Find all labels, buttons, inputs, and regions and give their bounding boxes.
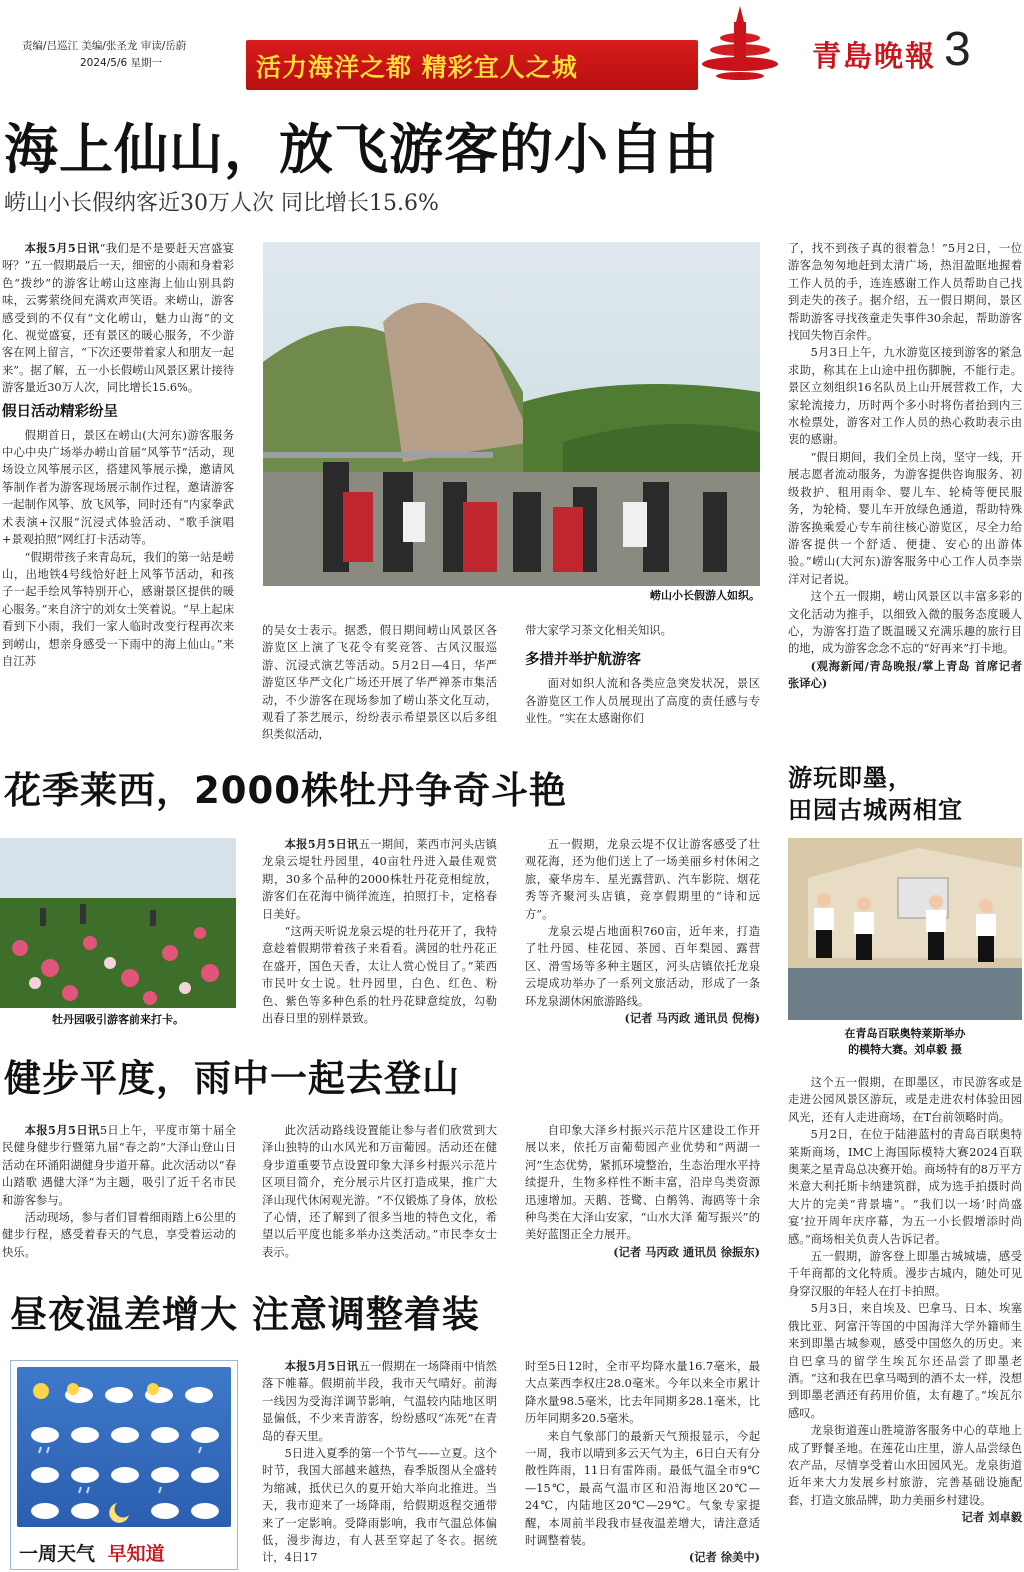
- weather-label-a: 一周天气: [19, 1543, 96, 1565]
- article2-byline: (记者 马丙政 通讯员 倪梅): [624, 1011, 760, 1026]
- masthead-meta: [22, 38, 186, 72]
- article2-col2: 五一假期，龙泉云堤不仅让游客感受了壮观花海，还为他们送上了一场美丽乡村休闲之旅，豪华房车、星光露营趴、汽车影院、烟花秀等齐聚河头店镇，竞享假期里的“诗和远方”。 龙泉云堤占地面积760亩，近年来，打造了牡丹园、桂花园、茶园、百年梨园、露营区、滑雪场等多种主题区，河头店镇依托龙泉云堤成功举办了一系列文旅活动，形成了一条环龙泉湖休闲旅游路线。 (记者 马丙政 通讯员 倪梅): [525, 836, 760, 1036]
- article1-col3: 带大家学习茶文化相关知识。 多措并举护航游客 面对如织人流和各类应急突发状况，景区各游览区工作人员展现出了高度的责任感与专业性。“实在太感谢你们: [525, 624, 760, 726]
- article4-title: 昼夜温差增大 注意调整着装: [10, 1293, 480, 1336]
- article2-col1: 本报5月5日讯五一期间，莱西市河头店镇龙泉云堤牡丹园里，40亩牡丹进入最佳观赏期，30多个品种的2000株牡丹花竞相绽放，游客们在花海中徜徉流连，拍照打卡，定格春日美好。 “这两天听说龙泉云堤的牡丹花开了，我特意趁着假期带着孩子来看看。满园的牡丹花正在盛开，国色天香，太让人赏心悦目了。”莱西市民叶女士说。牡丹园里，白色、红色、粉色、紫色等多种色系的牡丹花肆意绽放，勾勒出春日里的别样景致。: [262, 837, 497, 1026]
- article3-title: 健步平度，雨中一起去登山: [4, 1057, 460, 1100]
- article1-col1: 本报5月5日讯“我们是不是要赶天宫盛宴呀？”五一假期最后一天，细密的小雨和身着彩色“拨纱”的游客让崂山这座海上仙山别具韵味，云雾萦绕间充满欢声笑语。来崂山，游客感受到的不仅有“文化崂山，魅力山海”的文化、视觉盛宴，还有景区的暖心服务，不少游客在网上留言，“下次还要带着家人和朋友一起来”。据了解，五一小长假崂山风景区累计接待游客量近30万人次，同比增长15.6%。 假日活动精彩纷呈 假期首日，景区在崂山(大河东)游客服务中心中央广场举办崂山首届“风筝节”活动，现场设立风筝展示区，搭建风筝展示操，邀请风筝制作者为游客现场展示制作过程，邀请游客一起制作风筝、放飞风筝，同时还有“内家拳武术表演+汉服”沉浸式体验活动、“歌手演唱+景观拍照”网红打卡活动等。 “假期带孩子来青岛玩，我们的第一站是崂山，出地铁4号线恰好赶上风筝节活动，和孩子一起手绘风筝特别开心，感谢景区提供的暖心服务。”来自济宁的刘女士笑着说。“早上起床看到下小雨，我们一家人临时改变行程再次来到崂山，想亲身感受一下雨中的海上仙山。”来自江苏: [2, 241, 234, 668]
- weather-graphic: [10, 1360, 238, 1570]
- model-contest-photo: [788, 838, 1022, 1020]
- article1-col2: 的吴女士表示。据悉，假日期间崂山风景区各游览区上演了飞花令有奖竞答、古风汉服巡游、沉浸式演艺等活动。5月2日—4日，华严游览区华严文化广场还开展了华严禅茶市集活动，不少游客在现场参加了崂山茶文化互动，观看了茶艺展示，纷纷表示希望景区以后多组织类似活动，: [262, 624, 497, 742]
- peony-garden-photo: [0, 838, 236, 1008]
- article5-col: 这个五一假期，在即墨区，市民游客或是走进公园风景区游玩，或是走进农村体验田园风光，还有人走进商场，在T台前领略时尚。 5月2日，在位于陆港蓝村的青岛百联奥特莱斯商场，IMC上海国际模特大赛2024百联奥莱之星青岛总决赛开始。商场特有的8万平方米意大利托斯卡纳建筑群，成为选手拍摄时尚大片的完美“背景墙”。“我们以一场‘时尚盛宴’拉开周年庆序幕，为五一小长假增添时尚感。”商场相关负责人告诉记者。 五一假期，游客登上即墨古城城墙，感受千年商都的文化特质。漫步古城内，随处可见身穿汉服的年轻人在打卡拍照。 5月3日，来自埃及、巴拿马、日本、埃塞俄比亚、阿富汗等国的中国海洋大学外籍师生来到即墨古城参观，感受中国悠久的历史。来自巴拿马的留学生埃瓦尔还品尝了即墨老酒。“这和我在巴拿马喝到的酒不太一样，没想到即墨老酒还有药用价值，太有趣了。”埃瓦尔感叹。 龙泉街道莲山胜境游客服务中心的草地上成了野餐圣地。在莲花山庄里，游人品尝绿色农产品，尽情享受着山水田园风光。龙泉街道近年来大力发展乡村旅游，完善基础设施配套，打造文旅品牌，助力美丽乡村建设。 记者 刘卓毅: [788, 1074, 1022, 1570]
- article5-byline: 记者 刘卓毅: [961, 1510, 1022, 1525]
- issue-date: 2024/5/6 星期一: [80, 57, 162, 69]
- article3-col1: 本报5月5日讯5日上午，平度市第十届全民健身健步行暨第九届“春之韵”大泽山登山日活动在环涌阳湖健身步道开幕。此次活动以“春山踏歌 遇健大泽”为主题，吸引了近千名市民和游客参与。 活动现场，参与者们冒着细雨踏上6公里的健步行程，感受着春天的气息，享受着运动的快乐。: [2, 1123, 236, 1259]
- weather-icons-grid: [17, 1367, 231, 1527]
- editor-credits: 责编/吕巡江 美编/张圣龙 审读/岳蔚: [22, 40, 187, 52]
- article4-col1: 本报5月5日讯五一假期在一场降雨中悄然落下帷幕。假期前半段，我市天气晴好。前海一线因为受海洋调节影响，气温较内陆地区明显偏低，不少来青游客，纷纷感叹“冻死”在青岛的春天里。 5日进入夏季的第一个节气——立夏。这个时节，我国大部越来越热，春季版图从全盛转为缩减，抵伏已久的夏开始大举向北推进。当天，我市迎来了一场降雨，给假期返程交通带来了一定影响。受降雨影响，我市气温总体偏低，漫步海边，有人甚至穿起了冬衣。据统计，4日17: [262, 1359, 497, 1565]
- article1-col4: 了，找不到孩子真的很着急！”5月2日，一位游客急匆匆地赶到太清广场，热泪盈眶地握着工作人员的手，连连感谢工作人员帮助自己找到走失的孩子。据介绍，五一假日期间，景区帮助游客寻找孩童走失事件30余起，帮助游客找回失物百余件。 5月3日上午，九水游览区接到游客的紧急求助，称其在上山途中扭伤脚腕，不能行走。景区立刻组织16名队员上山开展营救工作，大家轮流接力，历时两个多小时将伤者抬到内三水检票处，游客对工作人员的热心救助表示由衷的感谢。 “假日期间，我们全员上岗，坚守一线，开展志愿者流动服务，为游客提供咨询服务、初级救护、租用雨伞、婴儿车、轮椅等便民服务，为轮椅、婴儿车开放绿色通道，帮助特殊游客换乘爱心专车前往核心游览区，尽全力给游客提供一个舒适、便捷、安心的出游体验。”崂山(大河东)游客服务中心工作人员李崇洋对记者说。 这个五一假期，崂山风景区以丰富多彩的文化活动为推手，以细致入微的服务态度暖人心，为游客打造了既温暖又充满乐趣的旅行目的地，成为游客念念不忘的“好再来”打卡地。 (观海新闻/青岛晚报/掌上青岛 首席记者 张译心): [788, 240, 1022, 740]
- laoshan-crowd-photo: [263, 242, 760, 586]
- tower-emblem-icon: [700, 4, 780, 90]
- article1-subhead-1: 假日活动精彩纷呈: [2, 403, 118, 420]
- article2-title: 花季莱西，2000株牡丹争奇斗艳: [4, 769, 567, 812]
- slogan-text: 活力海洋之都 精彩宜人之城: [256, 53, 578, 82]
- article1-byline: (观海新闻/青岛晚报/掌上青岛 首席记者 张译心): [788, 658, 1022, 691]
- article2-photo-caption: 牡丹园吸引游客前来打卡。: [52, 1013, 184, 1026]
- article1-photo-caption: 崂山小长假游人如织。: [650, 589, 760, 602]
- article4-col2: 时至5日12时，全市平均降水量16.7毫米，最大点莱西李权庄28.0毫米。今年以来全市累计降水量98.5毫米，比去年同期多28.1毫米，比历年同期多20.5毫米。 来自气象部门的最新天气预报显示，今起一周，我市以晴到多云天气为主，6日白天有分散性阵雨，11日有雷阵雨。最低气温全市9℃—15℃，最高气温市区和沿海地区20℃—24℃，内陆地区20℃—29℃。气象专家提醒，本周前半段我市昼夜温差增大，请注意适时调整着装。 (记者 徐美中): [525, 1358, 760, 1570]
- article4-byline: (记者 徐美中): [688, 1550, 760, 1565]
- article1-subtitle: 崂山小长假纳客近30万人次 同比增长15.6%: [4, 191, 439, 216]
- article3-col3: 自印象大泽乡村振兴示范片区建设工作开展以来，依托万亩葡萄园产业优势和“两湖一河”生态优势，紧抓环境整治，生态治理水平持续提升，生物多样性不断丰富，沿岸鸟类资源迅速增加。天鹅、苍鹭、白鹡鸰、海鸥等十余种鸟类在大泽山安家，“山水大泽 葡写振兴”的美好蓝图正全力展开。 (记者 马丙政 通讯员 徐振东): [525, 1122, 760, 1272]
- lead-tag: 本报5月5日讯: [24, 241, 100, 255]
- newspaper-logo: 青島晚報: [812, 39, 937, 73]
- weather-label-b: 早知道: [107, 1543, 165, 1565]
- article1-subhead-2: 多措并举护航游客: [525, 652, 641, 669]
- article3-byline: (记者 马丙政 通讯员 徐振东): [613, 1244, 760, 1259]
- article5-title: 游玩即墨， 田园古城两相宜: [788, 764, 963, 824]
- article1-title: 海上仙山，放飞游客的小自由: [4, 118, 719, 181]
- article5-photo-caption: 在青岛百联奥特莱斯举办 的模特大赛。刘卓毅 摄: [844, 1027, 966, 1056]
- page-number: 3: [944, 23, 971, 76]
- article3-col2: 此次活动路线设置能让参与者们欣赏到大泽山独特的山水风光和万亩葡园。活动还在健身步道重要节点设置印象大泽乡村振兴示范片区项目简介，充分展示片区打造成果，推广大泽山现代休闲观光游。“不仅锻炼了身体，放松了心情，还了解到了很多当地的特色文化，希望以后平度也能多举办这类活动。”市民李女士表示。: [262, 1124, 497, 1259]
- weather-panel: [17, 1367, 231, 1527]
